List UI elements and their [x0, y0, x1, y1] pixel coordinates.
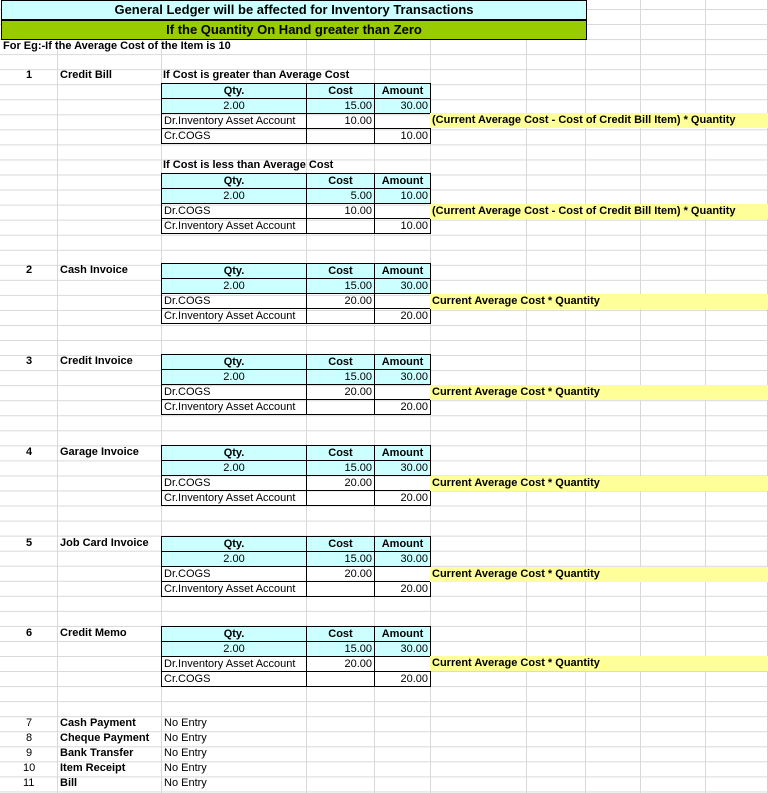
debit-account: Dr.COGS: [162, 385, 307, 400]
credit-cost: [307, 400, 375, 415]
no-entry-value: No Entry: [164, 777, 207, 789]
debit-amount: [375, 657, 431, 672]
qty-header: Qty.: [162, 264, 307, 279]
credit-amount: 10.00: [375, 219, 431, 234]
debit-amount: [375, 204, 431, 219]
credit-cost: [307, 129, 375, 144]
section-name: Item Receipt: [60, 762, 126, 774]
formula-note: Current Average Cost * Quantity: [430, 294, 768, 309]
credit-account: Cr.Inventory Asset Account: [162, 219, 307, 234]
no-entry-value: No Entry: [164, 762, 207, 774]
debit-account: Dr.COGS: [162, 476, 307, 491]
qty-header: Qty.: [162, 355, 307, 370]
no-entry-value: No Entry: [164, 717, 207, 729]
credit-cost: [307, 219, 375, 234]
amount-value: 30.00: [375, 99, 431, 114]
amount-value: 30.00: [375, 552, 431, 567]
section-name: Cash Payment: [60, 717, 136, 729]
section-number: 5: [26, 537, 33, 549]
formula-note: Current Average Cost * Quantity: [430, 656, 768, 671]
sheet-subtitle: If the Quantity On Hand greater than Zero: [1, 20, 587, 40]
cost-header: Cost: [307, 264, 375, 279]
section-number: 2: [26, 264, 33, 276]
formula-note: Current Average Cost * Quantity: [430, 385, 768, 400]
formula-note: Current Average Cost * Quantity: [430, 476, 768, 491]
debit-account: Dr.COGS: [162, 294, 307, 309]
credit-amount: 20.00: [375, 400, 431, 415]
cost-value: 15.00: [307, 370, 375, 385]
section-number: 9: [26, 747, 33, 759]
cost-value: 15.00: [307, 279, 375, 294]
qty-header: Qty.: [162, 446, 307, 461]
section-number: 8: [26, 732, 33, 744]
qty-value: 2.00: [162, 552, 307, 567]
cost-value: 15.00: [307, 99, 375, 114]
qty-header: Qty.: [162, 627, 307, 642]
credit-cost: [307, 309, 375, 324]
debit-amount: [375, 294, 431, 309]
debit-account: Dr.COGS: [162, 204, 307, 219]
section-name: Credit Bill: [60, 69, 112, 81]
grid-column-line: [57, 0, 58, 793]
credit-cost: [307, 672, 375, 687]
formula-note: (Current Average Cost - Cost of Credit Bill Item) * Quantity: [430, 113, 768, 128]
credit-amount: 20.00: [375, 309, 431, 324]
qty-value: 2.00: [162, 461, 307, 476]
credit-amount: 20.00: [375, 672, 431, 687]
section-number: 6: [26, 627, 33, 639]
section-name: Cash Invoice: [60, 264, 128, 276]
cost-value: 5.00: [307, 189, 375, 204]
qty-header: Qty.: [162, 537, 307, 552]
amount-header: Amount: [375, 174, 431, 189]
debit-cost: 20.00: [307, 385, 375, 400]
journal-entry-table: [161, 536, 431, 597]
journal-entry-table: [161, 83, 431, 144]
no-entry-value: No Entry: [164, 732, 207, 744]
section-name: Credit Memo: [60, 627, 127, 639]
cost-header: Cost: [307, 537, 375, 552]
case-subtitle: If Cost is less than Average Cost: [163, 159, 334, 171]
credit-cost: [307, 491, 375, 506]
example-note: For Eg:-If the Average Cost of the Item is 10: [3, 40, 231, 52]
section-number: 1: [26, 69, 33, 81]
qty-value: 2.00: [162, 279, 307, 294]
amount-value: 30.00: [375, 370, 431, 385]
section-name: Credit Invoice: [60, 355, 133, 367]
credit-account: Cr.Inventory Asset Account: [162, 582, 307, 597]
amount-value: 30.00: [375, 642, 431, 657]
section-name: Garage Invoice: [60, 446, 139, 458]
debit-account: Dr.COGS: [162, 567, 307, 582]
cost-value: 15.00: [307, 552, 375, 567]
debit-cost: 20.00: [307, 657, 375, 672]
section-number: 4: [26, 446, 33, 458]
journal-entry-table: [161, 354, 431, 415]
cost-header: Cost: [307, 446, 375, 461]
credit-account: Cr.Inventory Asset Account: [162, 400, 307, 415]
credit-amount: 10.00: [375, 129, 431, 144]
cost-header: Cost: [307, 627, 375, 642]
sheet-title: General Ledger will be affected for Inventory Transactions: [1, 0, 587, 20]
amount-header: Amount: [375, 446, 431, 461]
debit-account: Dr.Inventory Asset Account: [162, 657, 307, 672]
section-name: Cheque Payment: [60, 732, 150, 744]
debit-amount: [375, 476, 431, 491]
debit-cost: 20.00: [307, 567, 375, 582]
no-entry-value: No Entry: [164, 747, 207, 759]
debit-cost: 20.00: [307, 294, 375, 309]
amount-value: 30.00: [375, 461, 431, 476]
journal-entry-table: [161, 626, 431, 687]
debit-cost: 10.00: [307, 204, 375, 219]
amount-header: Amount: [375, 627, 431, 642]
credit-account: Cr.Inventory Asset Account: [162, 491, 307, 506]
debit-amount: [375, 385, 431, 400]
amount-header: Amount: [375, 355, 431, 370]
cost-value: 15.00: [307, 642, 375, 657]
section-number: 11: [23, 777, 35, 789]
debit-cost: 20.00: [307, 476, 375, 491]
credit-account: Cr.Inventory Asset Account: [162, 309, 307, 324]
credit-account: Cr.COGS: [162, 129, 307, 144]
formula-note: (Current Average Cost - Cost of Credit Bill Item) * Quantity: [430, 204, 768, 219]
credit-cost: [307, 582, 375, 597]
section-number: 7: [26, 717, 33, 729]
qty-header: Qty.: [162, 84, 307, 99]
section-name: Bank Transfer: [60, 747, 134, 759]
amount-value: 30.00: [375, 279, 431, 294]
amount-header: Amount: [375, 537, 431, 552]
qty-value: 2.00: [162, 99, 307, 114]
section-number: 10: [23, 762, 36, 774]
debit-amount: [375, 114, 431, 129]
debit-amount: [375, 567, 431, 582]
qty-value: 2.00: [162, 642, 307, 657]
journal-entry-table: [161, 445, 431, 506]
journal-entry-table: [161, 263, 431, 324]
qty-value: 2.00: [162, 370, 307, 385]
journal-entry-table: [161, 173, 431, 234]
section-number: 3: [26, 355, 33, 367]
case-subtitle: If Cost is greater than Average Cost: [163, 69, 350, 81]
amount-header: Amount: [375, 84, 431, 99]
credit-account: Cr.COGS: [162, 672, 307, 687]
amount-header: Amount: [375, 264, 431, 279]
formula-note: Current Average Cost * Quantity: [430, 567, 768, 582]
cost-header: Cost: [307, 84, 375, 99]
qty-header: Qty.: [162, 174, 307, 189]
debit-account: Dr.Inventory Asset Account: [162, 114, 307, 129]
debit-cost: 10.00: [307, 114, 375, 129]
cost-header: Cost: [307, 355, 375, 370]
credit-amount: 20.00: [375, 491, 431, 506]
section-name: Job Card Invoice: [60, 537, 149, 549]
cost-value: 15.00: [307, 461, 375, 476]
qty-value: 2.00: [162, 189, 307, 204]
cost-header: Cost: [307, 174, 375, 189]
amount-value: 10.00: [375, 189, 431, 204]
credit-amount: 20.00: [375, 582, 431, 597]
section-name: Bill: [60, 777, 78, 789]
